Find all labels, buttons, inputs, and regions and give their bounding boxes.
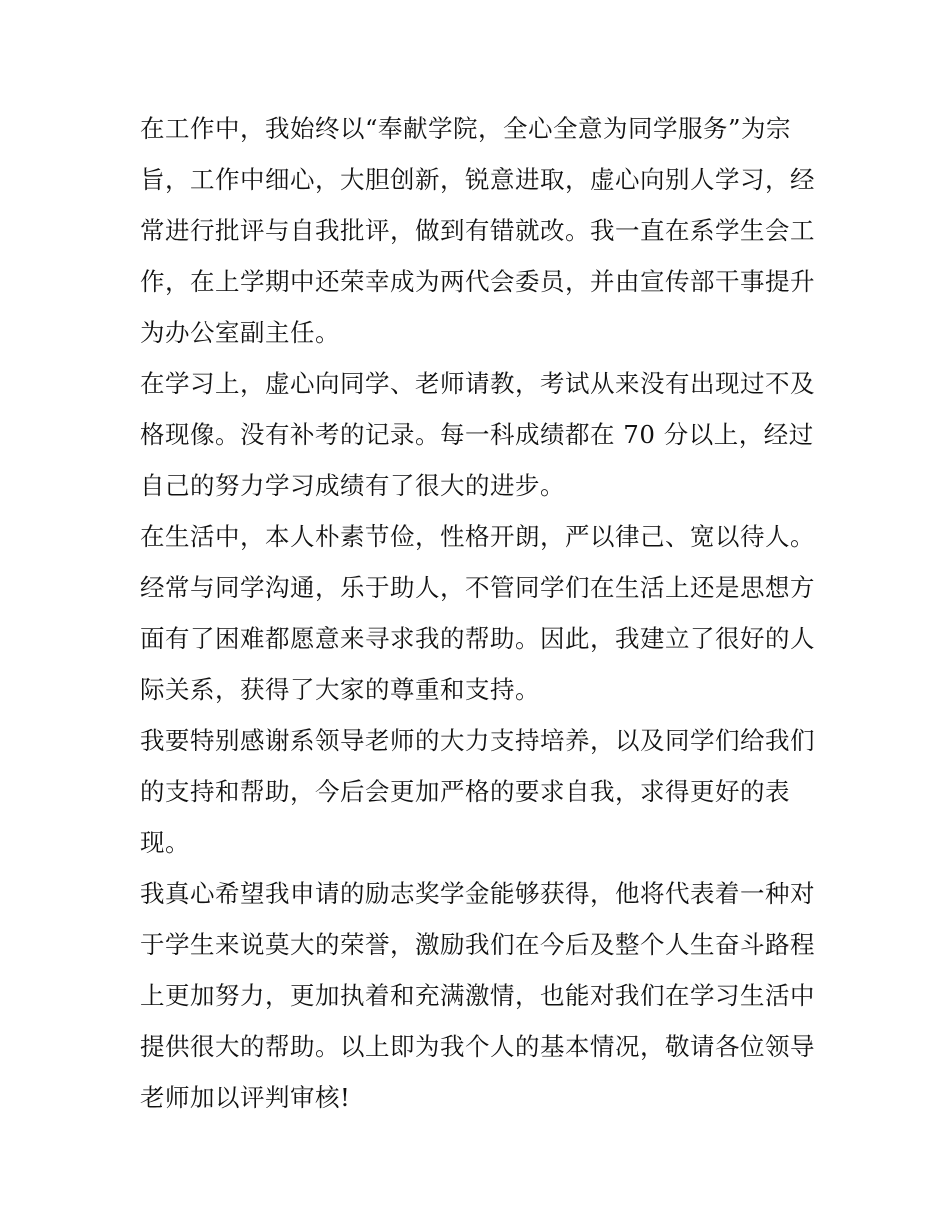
text-line: 在学习上，虚心向同学、老师请教，考试从来没有出现过不及 xyxy=(140,369,815,398)
text-line: 我真心希望我申请的励志奖学金能够获得，他将代表着一种对 xyxy=(140,879,815,908)
document-body xyxy=(140,103,815,1123)
text-line: 在工作中，我始终以“奉献学院，全心全意为同学服务”为宗 xyxy=(140,114,792,143)
text-line: 提供很大的帮助。以上即为我个人的基本情况，敬请各位领导 xyxy=(140,1032,815,1061)
text-line: 常进行批评与自我批评，做到有错就改。我一直在系学生会工 xyxy=(140,216,815,245)
text-line: 作，在上学期中还荣幸成为两代会委员，并由宣传部干事提升 xyxy=(140,267,815,296)
text-line: 在生活中，本人朴素节俭，性格开朗，严以律己、宽以待人。 xyxy=(140,522,815,551)
paragraph-study xyxy=(140,358,815,511)
text-line: 我要特别感谢系领导老师的大力支持培养，以及同学们给我们 xyxy=(140,726,815,755)
text-line: 自己的努力学习成绩有了很大的进步。 xyxy=(140,471,565,500)
text-line: 于学生来说莫大的荣誉，激励我们在今后及整个人生奋斗路程 xyxy=(140,930,815,959)
text-line: 际关系，获得了大家的尊重和支持。 xyxy=(140,675,540,704)
text-line: 上更加努力，更加执着和充满激情，也能对我们在学习生活中 xyxy=(140,981,815,1010)
text-line: 的支持和帮助，今后会更加严格的要求自我，求得更好的表 xyxy=(140,777,790,806)
text-line: 经常与同学沟通，乐于助人，不管同学们在生活上还是思想方 xyxy=(140,573,815,602)
text-line: 格现像。没有补考的记录。每一科成绩都在 70 分以上，经过 xyxy=(140,420,814,449)
paragraph-thanks xyxy=(140,715,815,868)
text-line: 为办公室副主任。 xyxy=(140,318,340,347)
text-line: 现。 xyxy=(140,828,190,857)
paragraph-work xyxy=(140,103,815,358)
text-line: 面有了困难都愿意来寻求我的帮助。因此，我建立了很好的人 xyxy=(140,624,815,653)
text-line: 老师加以评判审核! xyxy=(140,1083,351,1112)
paragraph-life xyxy=(140,511,815,715)
text-line: 旨，工作中细心，大胆创新，锐意进取，虚心向别人学习，经 xyxy=(140,165,815,194)
paragraph-closing xyxy=(140,868,815,1123)
